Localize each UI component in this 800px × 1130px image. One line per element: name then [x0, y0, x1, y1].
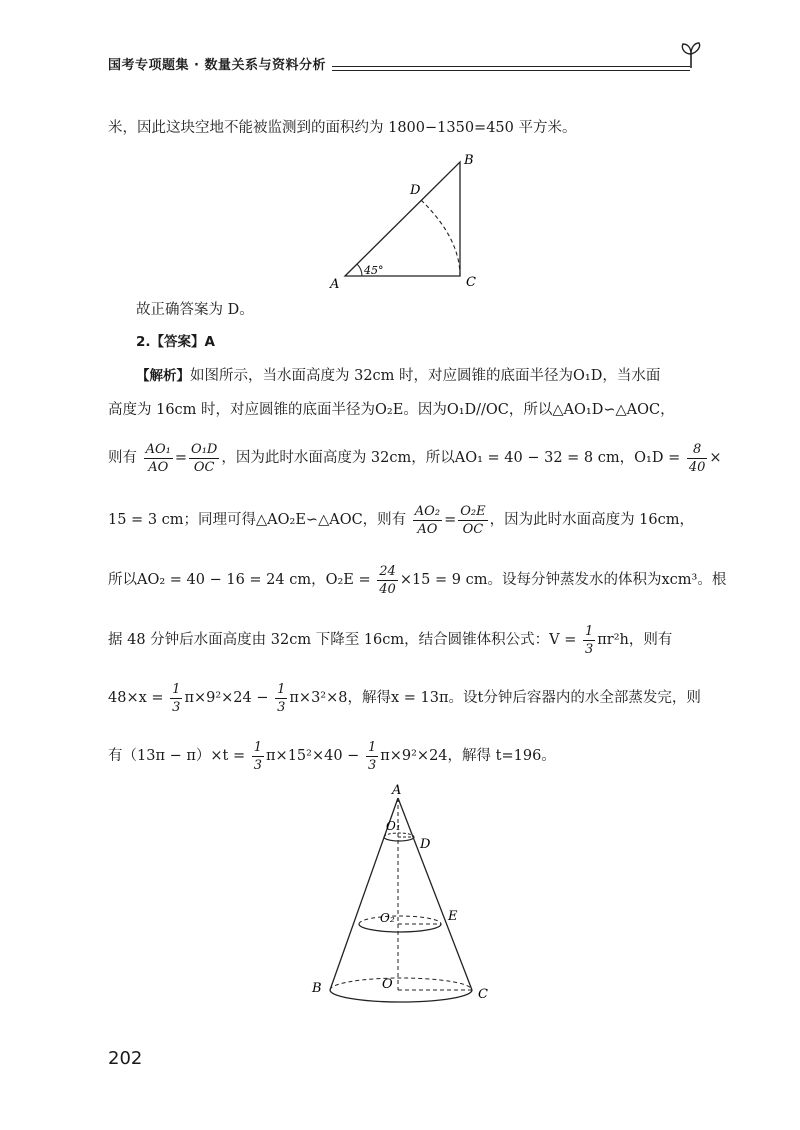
point-label-a: A	[392, 783, 402, 798]
text-span: π×3²×8，解得x = 13π。设t分钟后容器内的水全部蒸发完，则	[289, 690, 701, 706]
text-line: 米，因此这块空地不能被监测到的面积约为 1800−1350=450 平方米。	[108, 120, 577, 136]
text-span: 则有	[108, 450, 137, 466]
point-label-c: C	[466, 275, 476, 290]
fraction: $\frac{8}{40}$	[688, 441, 706, 475]
point-label-b: B	[312, 981, 322, 996]
text-span: π×9²×24 −	[184, 690, 269, 706]
conclusion-line: 故正确答案为 D。	[136, 302, 254, 318]
triangle-figure	[320, 148, 500, 293]
text-span: ×15 = 9 cm。设每分钟蒸发水的体积为xcm³。根	[399, 572, 727, 588]
fraction: $\frac{\text{AO₂}}{AO}$	[414, 503, 441, 537]
point-label-o1: O₁	[386, 819, 401, 833]
point-label-o2: O₂	[380, 911, 395, 925]
fraction: $\frac{\text{AO₁}}{AO}$	[145, 441, 171, 475]
text-line	[108, 680, 701, 716]
answer-label: 2.【答案】A	[136, 334, 215, 350]
text-line: 15 = 3 cm；同理可得△AO₂E∽△AOC，则有 $\frac{\text{AO₂}}{AO}$ = $\frac{\text{O₂E}}{OC}$ ，因为此时水面高度为 16cm，	[108, 503, 695, 537]
text-span: π×15²×40 −	[266, 748, 360, 764]
fraction: $\frac{1}{3}$	[277, 681, 286, 715]
text-span: 有（13π − π）×t =	[108, 748, 246, 764]
text-line	[108, 562, 727, 598]
fraction: $\frac{1}{3}$	[253, 739, 263, 773]
text-span: ×	[709, 450, 722, 466]
point-label-o: O	[382, 977, 393, 992]
text-line	[108, 366, 698, 386]
text-line: 高度为 16cm 时，对应圆锥的底面半径为O₂E。因为O₁D//OC，所以△AO₁D∽△AOC，	[108, 402, 675, 418]
text-span: 48×x =	[108, 690, 164, 706]
point-label-c: C	[478, 987, 488, 1002]
text-span: π×9²×24，解得 t=196。	[380, 748, 556, 764]
text-span: ，因为此时水面高度为 16cm，	[489, 512, 695, 528]
analysis-tag: 【解析】	[136, 368, 190, 384]
angle-label: 45°	[364, 264, 384, 277]
text-line	[108, 738, 698, 774]
fraction: $\frac{1}{3}$	[584, 623, 594, 657]
text-span: 据 48 分钟后水面高度由 32cm 下降至 16cm，结合圆锥体积公式：V =	[108, 632, 577, 648]
text-span: 15 = 3 cm；同理可得△AO₂E∽△AOC，则有	[108, 512, 407, 528]
running-header: 国考专项题集 · 数量关系与资料分析	[108, 54, 332, 73]
fraction: $\frac{\text{O₂E}}{OC}$	[460, 503, 486, 537]
point-label-e: E	[448, 909, 458, 924]
text-span: 如图所示，当水面高度为 32cm 时，对应圆锥的底面半径为O₁D，当水面	[190, 368, 661, 384]
text-span: ，因为此时水面高度为 32cm，所以AO₁ = 40 − 32 = 8 cm，O₁D =	[221, 450, 681, 466]
point-label-a: A	[330, 277, 340, 292]
point-label-d: D	[410, 183, 421, 198]
fraction: $\frac{24}{40}$	[379, 563, 396, 597]
cone-figure	[300, 782, 510, 1012]
page-number: 202	[108, 1048, 143, 1069]
text-span: πr²h，则有	[597, 632, 673, 648]
fraction: $\frac{\text{O₁D}}{OC}$	[191, 441, 218, 475]
text-line: 则有 $\frac{\text{AO₁}}{AO}$ = $\frac{\text{O₁D}}{OC}$ ，因为此时水面高度为 32cm，所以AO₁ = 40 − 32 = 8 cm，O₁D = $\frac{8}{40}$ ×	[108, 441, 722, 475]
fraction: $\frac{1}{3}$	[367, 739, 377, 773]
text-span: 所以AO₂ = 40 − 16 = 24 cm，O₂E =	[108, 572, 371, 588]
point-label-b: B	[464, 153, 474, 168]
point-label-d: D	[420, 837, 431, 852]
fraction: $\frac{1}{3}$	[172, 681, 181, 715]
text-line	[108, 622, 698, 658]
header-rule-secondary	[330, 70, 690, 71]
